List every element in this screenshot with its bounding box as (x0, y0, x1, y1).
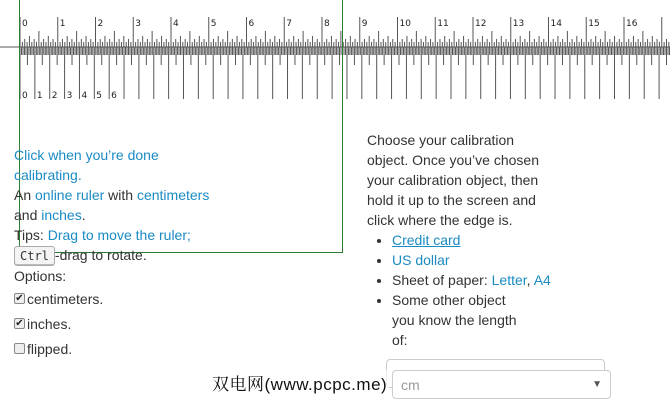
inches-checkbox[interactable]: ✔ (15, 318, 24, 329)
inch-tick-label: 12 (475, 19, 487, 29)
tips-label: Tips: (14, 227, 48, 243)
calibration-intro: Choose your calibration object. Once you’ve chosen your calibration object, then hold it up to the screen and click where the edge is. (367, 132, 539, 228)
left-panel (14, 145, 224, 361)
cm-tick-label: 1 (36, 91, 43, 101)
inch-tick-label: 13 (512, 19, 525, 29)
options-label: Options: (14, 268, 67, 284)
inch-tick-label: 6 (248, 19, 255, 29)
online-ruler-link[interactable]: online ruler (35, 187, 105, 203)
a4-link[interactable]: A4 (533, 272, 551, 288)
watermark: 双电网(www.pcpc.me) (210, 370, 389, 395)
tips-rotate-text: -drag to rotate. (54, 247, 147, 263)
description-text: An (14, 187, 36, 203)
inch-tick-label: 2 (97, 19, 104, 29)
cm-tick-label: 6 (111, 91, 117, 101)
option-flipped[interactable] (14, 336, 224, 361)
list-item (392, 270, 627, 290)
unit-select-value: cm (401, 376, 420, 393)
inch-tick-label: 8 (324, 19, 330, 29)
done-calibrating-link[interactable]: Click when you’re done calibrating. (14, 147, 159, 183)
credit-card-link[interactable]: Credit card (392, 232, 461, 248)
right-panel (367, 130, 627, 388)
tips-drag-text: Drag to move the ruler; (47, 227, 191, 243)
inch-tick-label: 3 (135, 19, 141, 29)
option-label: flipped. (27, 340, 73, 357)
inches-link[interactable]: inches (41, 207, 82, 223)
inch-tick-label: 10 (399, 19, 411, 29)
inch-tick-label: 11 (437, 19, 449, 29)
us-dollar-link[interactable]: US dollar (392, 252, 450, 268)
calibration-object-list (367, 230, 627, 388)
sheet-label: Sheet of paper: (392, 272, 492, 288)
description-text: and (14, 207, 42, 223)
centimeters-checkbox[interactable]: ✔ (15, 293, 24, 304)
option-label: centimeters. (27, 290, 104, 307)
letter-link[interactable]: Letter (491, 272, 527, 288)
inch-tick-label: 1 (59, 19, 66, 29)
inch-tick-label: 4 (173, 19, 179, 29)
option-inches[interactable] (14, 311, 224, 336)
unit-select[interactable] (392, 370, 611, 399)
cm-tick-label: 2 (51, 91, 58, 101)
option-label: inches. (27, 315, 72, 332)
inch-tick-label: 15 (588, 19, 600, 29)
inch-tick-label: 16 (626, 19, 638, 29)
inch-tick-label: 14 (550, 19, 562, 29)
sheet-separator: , (526, 272, 534, 288)
description-text: with (104, 187, 137, 203)
flipped-checkbox[interactable] (14, 343, 25, 354)
inch-tick-label: 7 (286, 19, 292, 29)
option-centimeters[interactable] (14, 286, 224, 311)
ruler[interactable] (0, 0, 670, 110)
inch-tick-label: 0 (22, 19, 28, 29)
list-item (392, 230, 627, 250)
other-object-label: Some other object you know the length of: (392, 292, 517, 348)
cm-tick-label: 3 (66, 91, 73, 101)
cm-tick-label: 4 (81, 91, 88, 101)
description-text: . (81, 207, 86, 223)
cm-tick-label: 0 (22, 91, 28, 101)
list-item (392, 250, 627, 270)
ctrl-key: Ctrl (14, 246, 55, 266)
inch-tick-label: 9 (361, 19, 368, 29)
cm-tick-label: 5 (96, 91, 103, 101)
centimeters-link[interactable]: centimeters (136, 187, 210, 203)
inch-tick-label: 5 (210, 19, 217, 29)
chevron-down-icon: ▼ (592, 379, 602, 390)
